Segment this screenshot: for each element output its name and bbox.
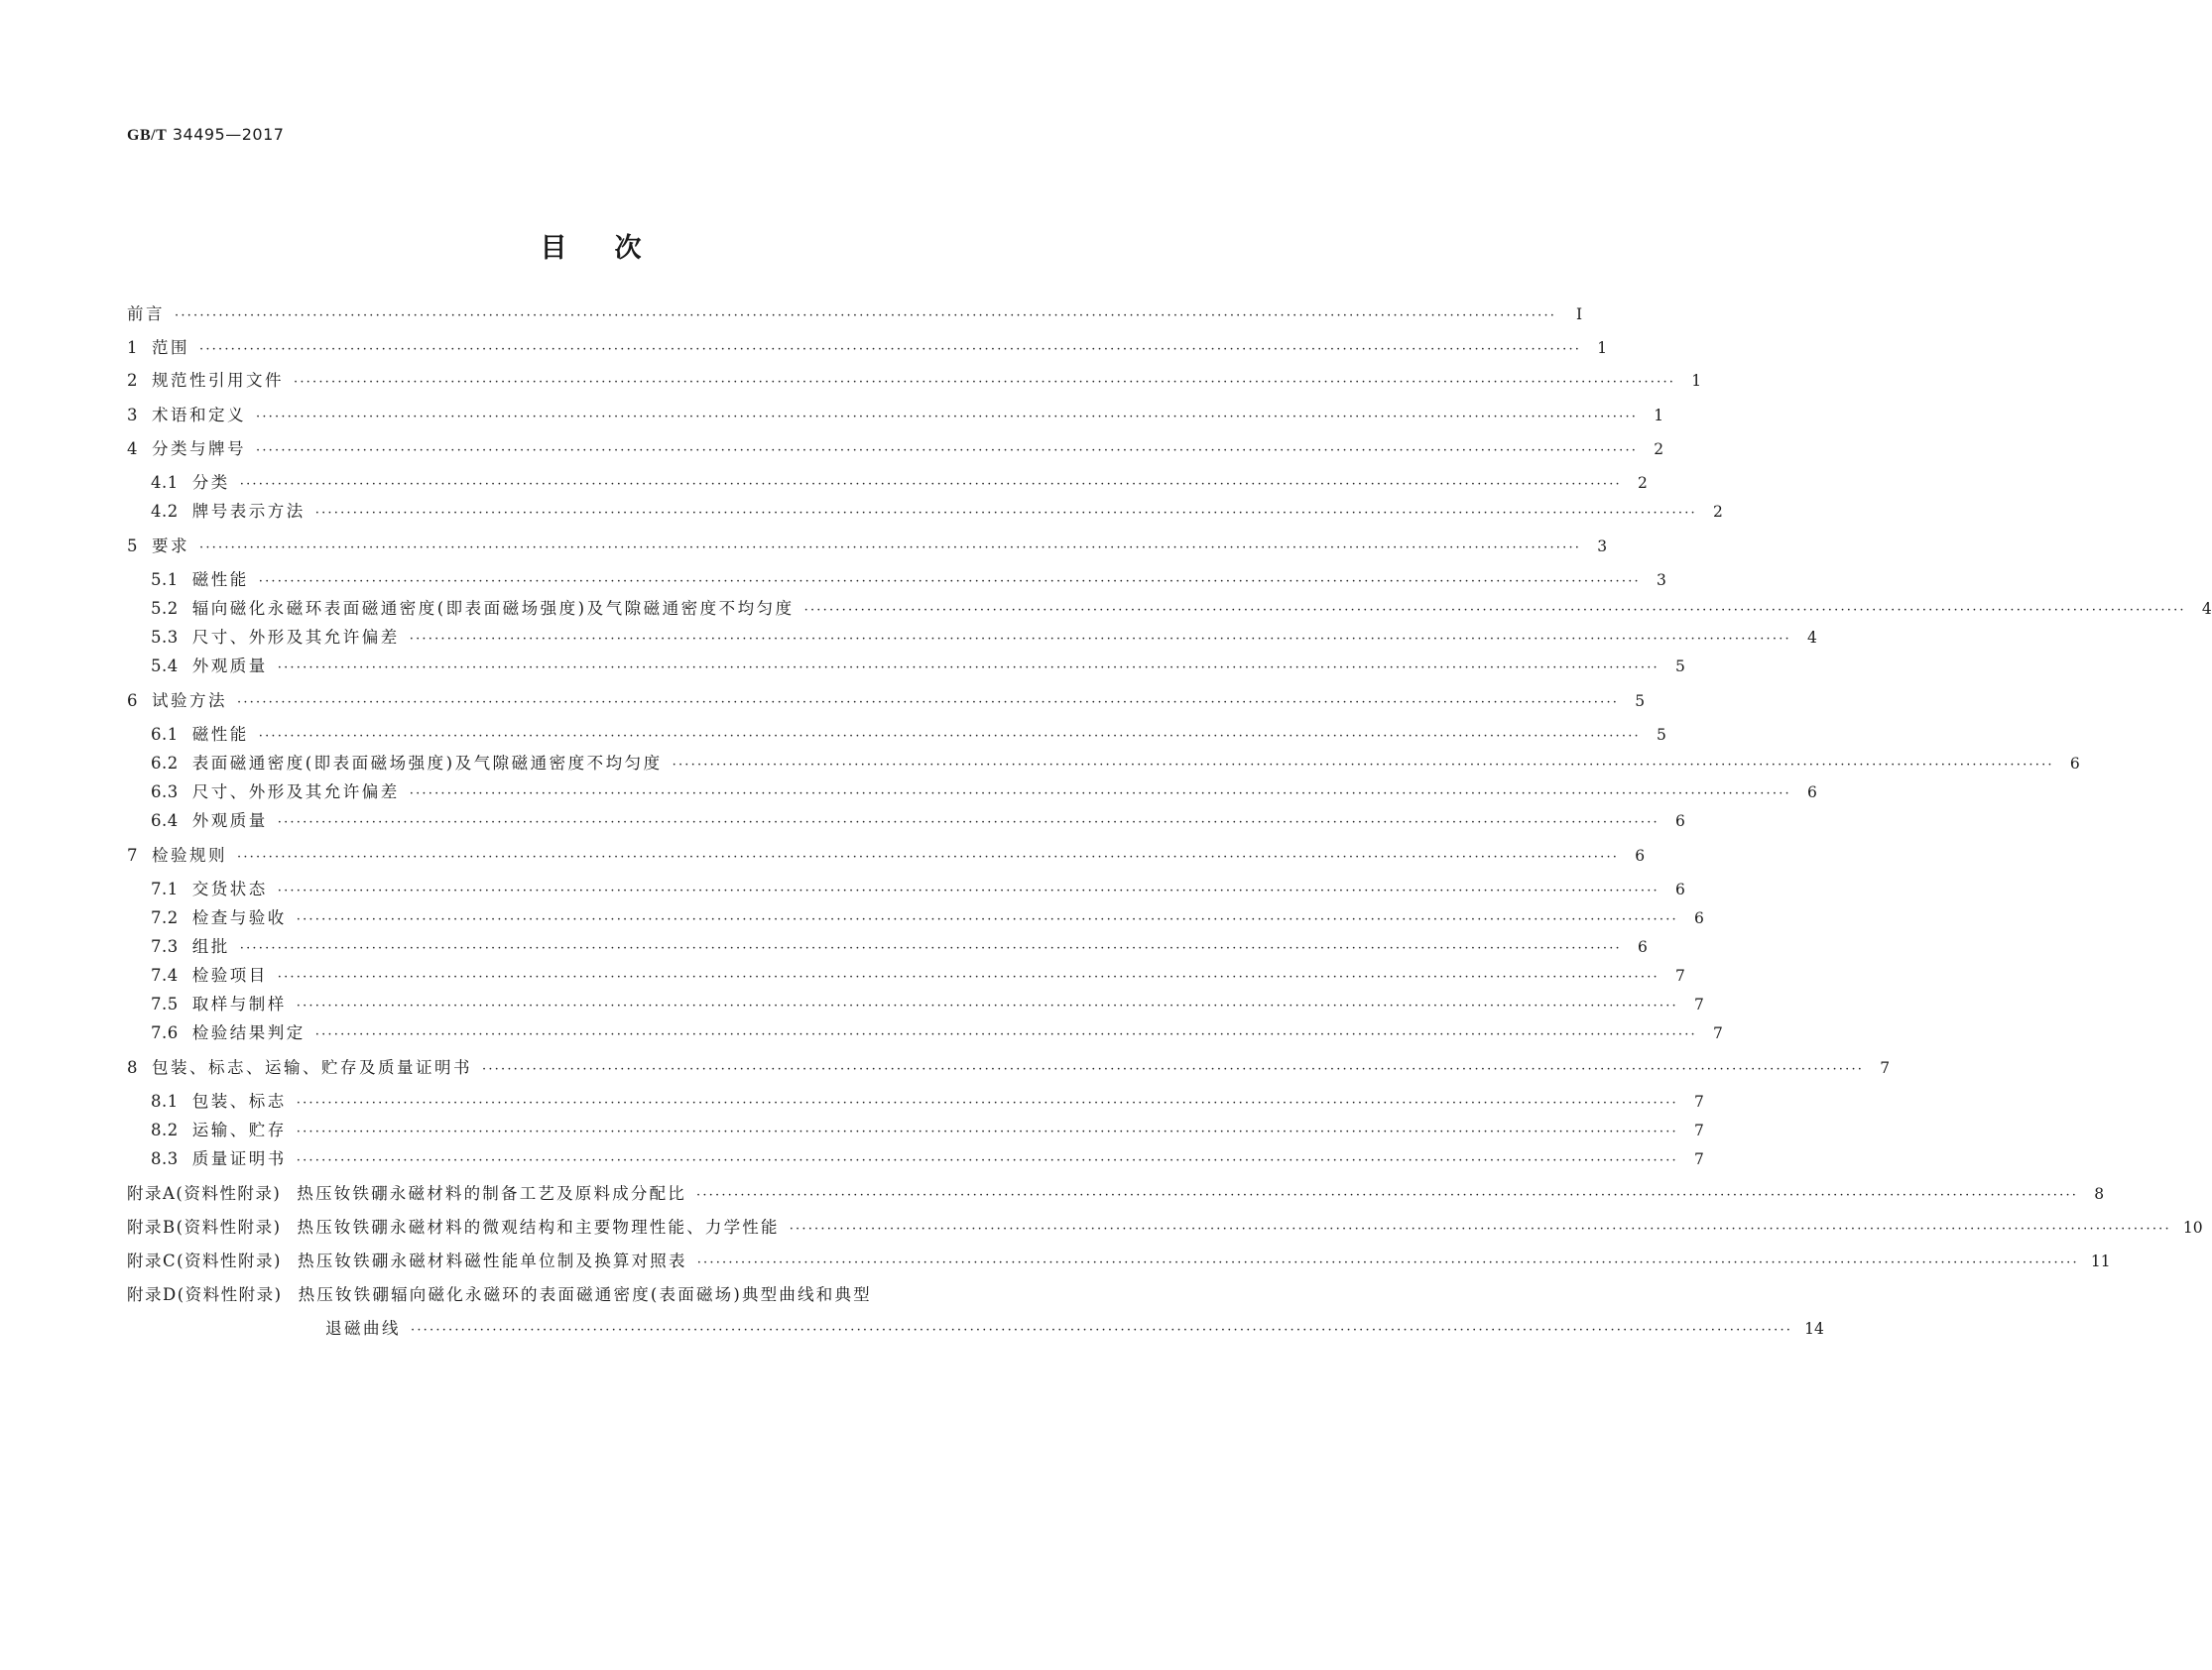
dot-leader: ···························································································································································································································· bbox=[277, 970, 1659, 985]
dot-leader: ···························································································································································································································· bbox=[696, 1255, 2079, 1270]
page-title: 目次 bbox=[540, 233, 689, 264]
toc-entry-label: 磁性能 bbox=[191, 570, 249, 589]
toc-entry-page: 6 bbox=[1807, 783, 1817, 801]
dot-leader: ···························································································································································································································· bbox=[237, 695, 1620, 710]
toc-entry-label: 表面磁通密度(即表面磁场强度)及气隙磁通密度不均匀度 bbox=[191, 754, 663, 773]
toc-entry[interactable] bbox=[151, 721, 1666, 749]
toc-entry-page: 7 bbox=[1694, 1150, 1704, 1168]
toc-entry-label: 磁性能 bbox=[191, 725, 249, 744]
toc-entry-page: 7 bbox=[1880, 1059, 1891, 1077]
toc-entry[interactable] bbox=[127, 367, 1702, 395]
dot-leader: ···························································································································································································································· bbox=[803, 603, 2186, 618]
toc-entry[interactable] bbox=[151, 498, 1723, 526]
dot-leader: ···························································································································································································································· bbox=[199, 342, 1582, 357]
toc-entry-label: 规范性引用文件 bbox=[152, 371, 284, 390]
dot-leader: ···························································································································································································································· bbox=[296, 1125, 1678, 1139]
toc-entry-page: 6 bbox=[1694, 909, 1704, 927]
toc-entry-label: 尺寸、外形及其允许偏差 bbox=[191, 628, 400, 647]
dot-leader: ···························································································································································································································· bbox=[277, 660, 1659, 675]
annex-tag: 附录C(资料性附录) bbox=[127, 1252, 282, 1270]
toc-entry-page: 2 bbox=[1638, 474, 1648, 492]
standard-code-prefix: GB/T bbox=[127, 127, 168, 144]
toc-entry[interactable] bbox=[151, 595, 2212, 623]
annex-entry[interactable] bbox=[127, 1248, 2111, 1275]
dot-leader: ···························································································································································································································· bbox=[672, 758, 2054, 773]
annex-entry[interactable] bbox=[127, 1281, 1049, 1309]
toc-entry-page: 6 bbox=[1638, 938, 1648, 956]
toc-entry-label: 尺寸、外形及其允许偏差 bbox=[191, 782, 400, 801]
toc-entry-page: 4 bbox=[1807, 629, 1817, 647]
toc-entry-label: 检验规则 bbox=[152, 846, 227, 865]
toc-entry-page: 6 bbox=[1635, 847, 1646, 865]
dot-leader: ···························································································································································································································· bbox=[175, 308, 1557, 323]
toc-entry-page: 6 bbox=[2069, 755, 2080, 773]
toc-entry-page: 4 bbox=[2201, 600, 2212, 618]
annex-page: 10 bbox=[2182, 1219, 2203, 1237]
toc-entry-label: 要求 bbox=[152, 537, 189, 555]
toc-entry-page: Ⅰ bbox=[1576, 305, 1583, 323]
annex-tag: 附录B(资料性附录) bbox=[127, 1218, 282, 1237]
toc-entry-page: 5 bbox=[1675, 657, 1685, 675]
toc-entry-label: 包装、标志、运输、贮存及质量证明书 bbox=[152, 1058, 472, 1077]
annex-page: 14 bbox=[1804, 1320, 1824, 1338]
toc-entry-number: 6 bbox=[127, 691, 138, 710]
toc-entry-number: 4 bbox=[127, 439, 138, 458]
toc-entry[interactable] bbox=[127, 1054, 1891, 1082]
toc-entry-number: 5.4 bbox=[151, 656, 179, 675]
dot-leader: ···························································································································································································································· bbox=[258, 729, 1641, 744]
dot-leader: ···························································································································································································································· bbox=[296, 999, 1678, 1014]
toc-entry-label: 检查与验收 bbox=[191, 908, 287, 927]
toc-entry-number: 7.4 bbox=[151, 966, 179, 985]
dot-leader: ···························································································································································································································· bbox=[296, 1096, 1678, 1111]
toc-entry[interactable] bbox=[151, 962, 1685, 990]
toc-entry-page: 3 bbox=[1597, 537, 1608, 555]
annex-tag: 附录D(资料性附录) bbox=[127, 1285, 283, 1304]
toc-entry-label: 外观质量 bbox=[191, 811, 268, 830]
dot-leader: ···························································································································································································································· bbox=[256, 410, 1639, 424]
toc-entry[interactable] bbox=[151, 1088, 1704, 1116]
toc-entry-number: 4.1 bbox=[151, 473, 179, 492]
toc-entry-page: 7 bbox=[1694, 996, 1704, 1014]
toc-entry-page: 3 bbox=[1657, 571, 1666, 589]
toc-entry[interactable] bbox=[151, 933, 1648, 961]
toc-entry-page: 1 bbox=[1597, 339, 1608, 357]
dot-leader: ···························································································································································································································· bbox=[411, 1323, 1793, 1338]
toc-entry-number: 8 bbox=[127, 1058, 138, 1077]
toc-entry-label: 试验方法 bbox=[152, 691, 227, 710]
toc-entry[interactable] bbox=[151, 904, 1704, 932]
toc-entry-number: 7.2 bbox=[151, 908, 179, 927]
dot-leader: ···························································································································································································································· bbox=[237, 850, 1620, 865]
toc-entry[interactable] bbox=[127, 334, 1608, 362]
toc-entry-label: 运输、贮存 bbox=[191, 1121, 287, 1139]
toc-entry-label: 前言 bbox=[127, 304, 165, 323]
dot-leader: ···························································································································································································································· bbox=[296, 1153, 1678, 1168]
toc-entry-number: 5.2 bbox=[151, 599, 179, 618]
toc-entry[interactable] bbox=[151, 991, 1704, 1018]
annex-entry[interactable] bbox=[127, 1180, 2105, 1208]
toc-entry[interactable] bbox=[151, 653, 1685, 680]
dot-leader: ···························································································································································································································· bbox=[256, 443, 1639, 458]
toc-entry-page: 5 bbox=[1635, 692, 1646, 710]
dot-leader: ···························································································································································································································· bbox=[314, 1027, 1697, 1042]
toc-entry-label: 取样与制样 bbox=[191, 995, 287, 1014]
toc-entry-page: 7 bbox=[1713, 1024, 1723, 1042]
toc-entry-number: 4.2 bbox=[151, 502, 179, 521]
toc-entry-number: 6.4 bbox=[151, 811, 179, 830]
toc-entry-number: 2 bbox=[127, 371, 138, 390]
toc-entry[interactable] bbox=[151, 624, 1817, 652]
toc-entry-label: 检验结果判定 bbox=[191, 1023, 306, 1042]
dot-leader: ···························································································································································································································· bbox=[239, 941, 1622, 956]
dot-leader: ···························································································································································································································· bbox=[258, 574, 1641, 589]
toc-entry-label: 外观质量 bbox=[191, 656, 268, 675]
annex-tag: 附录A(资料性附录) bbox=[127, 1184, 282, 1203]
toc-entry-page: 7 bbox=[1694, 1093, 1704, 1111]
toc-entry-number: 8.2 bbox=[151, 1121, 179, 1139]
dot-leader: ···························································································································································································································· bbox=[314, 506, 1697, 521]
toc-entry-page: 2 bbox=[1654, 440, 1664, 458]
toc-entry-label: 分类与牌号 bbox=[152, 439, 246, 458]
dot-leader: ···························································································································································································································· bbox=[789, 1222, 2171, 1237]
toc-entry-number: 5.1 bbox=[151, 570, 179, 589]
toc-entry-number: 7.3 bbox=[151, 937, 179, 956]
toc-entry-number: 5.3 bbox=[151, 628, 179, 647]
annex-page: 11 bbox=[2090, 1252, 2111, 1270]
dot-leader: ···························································································································································································································· bbox=[199, 540, 1582, 555]
toc-entry-page: 1 bbox=[1654, 407, 1664, 424]
toc-entry-page: 5 bbox=[1657, 726, 1666, 744]
toc-entry-label: 分类 bbox=[191, 473, 230, 492]
toc-entry-number: 7.1 bbox=[151, 880, 179, 898]
standard-code-number: 34495—2017 bbox=[172, 125, 285, 144]
toc-entry-page: 7 bbox=[1675, 967, 1685, 985]
toc-entry[interactable] bbox=[127, 300, 1583, 328]
annex-title: 热压钕铁硼永磁材料的制备工艺及原料成分配比 bbox=[297, 1184, 686, 1203]
dot-leader: ···························································································································································································································· bbox=[482, 1062, 1865, 1077]
annex-entry-continuation[interactable] bbox=[325, 1315, 1824, 1343]
toc-entry-number: 3 bbox=[127, 406, 138, 424]
toc-entry[interactable] bbox=[127, 687, 1646, 715]
annex-page: 8 bbox=[2094, 1185, 2105, 1203]
toc-entry-number: 8.3 bbox=[151, 1149, 179, 1168]
annex-title: 热压钕铁硼永磁材料磁性能单位制及换算对照表 bbox=[298, 1252, 687, 1270]
toc-entry-number: 6.1 bbox=[151, 725, 179, 744]
toc-entry-label: 牌号表示方法 bbox=[191, 502, 306, 521]
toc-entry-number: 6.2 bbox=[151, 754, 179, 773]
dot-leader: ···························································································································································································································· bbox=[296, 912, 1678, 927]
dot-leader: ···························································································································································································································· bbox=[409, 786, 1791, 801]
toc-entry[interactable] bbox=[151, 750, 2080, 777]
dot-leader: ···························································································································································································································· bbox=[239, 477, 1622, 492]
toc-entry-number: 5 bbox=[127, 537, 138, 555]
toc-entry-label: 组批 bbox=[191, 937, 230, 956]
toc-entry-page: 6 bbox=[1675, 881, 1685, 898]
annex-entry[interactable] bbox=[127, 1214, 2203, 1242]
toc-entry[interactable] bbox=[127, 402, 1664, 429]
toc-entry[interactable] bbox=[151, 1117, 1704, 1144]
toc-entry-number: 7 bbox=[127, 846, 138, 865]
dot-leader: ···························································································································································································································· bbox=[409, 632, 1791, 647]
toc-entry[interactable] bbox=[127, 533, 1608, 560]
dot-leader: ···························································································································································································································· bbox=[277, 884, 1659, 898]
toc-entry-label: 辐向磁化永磁环表面磁通密度(即表面磁场强度)及气隙磁通密度不均匀度 bbox=[191, 599, 795, 618]
dot-leader: ···························································································································································································································· bbox=[277, 815, 1659, 830]
toc-entry[interactable] bbox=[151, 876, 1685, 903]
toc-entry-page: 6 bbox=[1675, 812, 1685, 830]
toc-entry-label: 检验项目 bbox=[191, 966, 268, 985]
toc-entry[interactable] bbox=[151, 1019, 1723, 1047]
annex-title: 热压钕铁硼辐向磁化永磁环的表面磁通密度(表面磁场)典型曲线和典型 bbox=[298, 1285, 872, 1304]
toc-entry-number: 8.1 bbox=[151, 1092, 179, 1111]
toc-entry[interactable] bbox=[151, 807, 1685, 835]
toc-entry[interactable] bbox=[151, 778, 1817, 806]
dot-leader: ···························································································································································································································· bbox=[696, 1188, 2079, 1203]
toc-entry-number: 7.5 bbox=[151, 995, 179, 1014]
toc-entry-label: 交货状态 bbox=[191, 880, 268, 898]
toc-entry[interactable] bbox=[127, 435, 1664, 463]
toc-entry-label: 质量证明书 bbox=[191, 1149, 287, 1168]
toc-entry[interactable] bbox=[151, 469, 1648, 497]
toc-entry[interactable] bbox=[151, 1145, 1704, 1173]
annex-title: 热压钕铁硼永磁材料的微观结构和主要物理性能、力学性能 bbox=[297, 1218, 780, 1237]
toc-entry-page: 7 bbox=[1694, 1122, 1704, 1139]
toc-entry-number: 6.3 bbox=[151, 782, 179, 801]
toc-entry-number: 7.6 bbox=[151, 1023, 179, 1042]
toc-entry-label: 包装、标志 bbox=[191, 1092, 287, 1111]
annex-title-continuation: 退磁曲线 bbox=[325, 1319, 401, 1338]
dot-leader: ···························································································································································································································· bbox=[294, 375, 1676, 390]
toc-entry-label: 范围 bbox=[152, 338, 189, 357]
toc-entry-number: 1 bbox=[127, 338, 138, 357]
toc-entry-page: 1 bbox=[1691, 372, 1702, 390]
toc-entry-page: 2 bbox=[1713, 503, 1723, 521]
toc-entry[interactable] bbox=[151, 566, 1666, 594]
toc-entry[interactable] bbox=[127, 842, 1646, 870]
toc-entry-label: 术语和定义 bbox=[152, 406, 246, 424]
